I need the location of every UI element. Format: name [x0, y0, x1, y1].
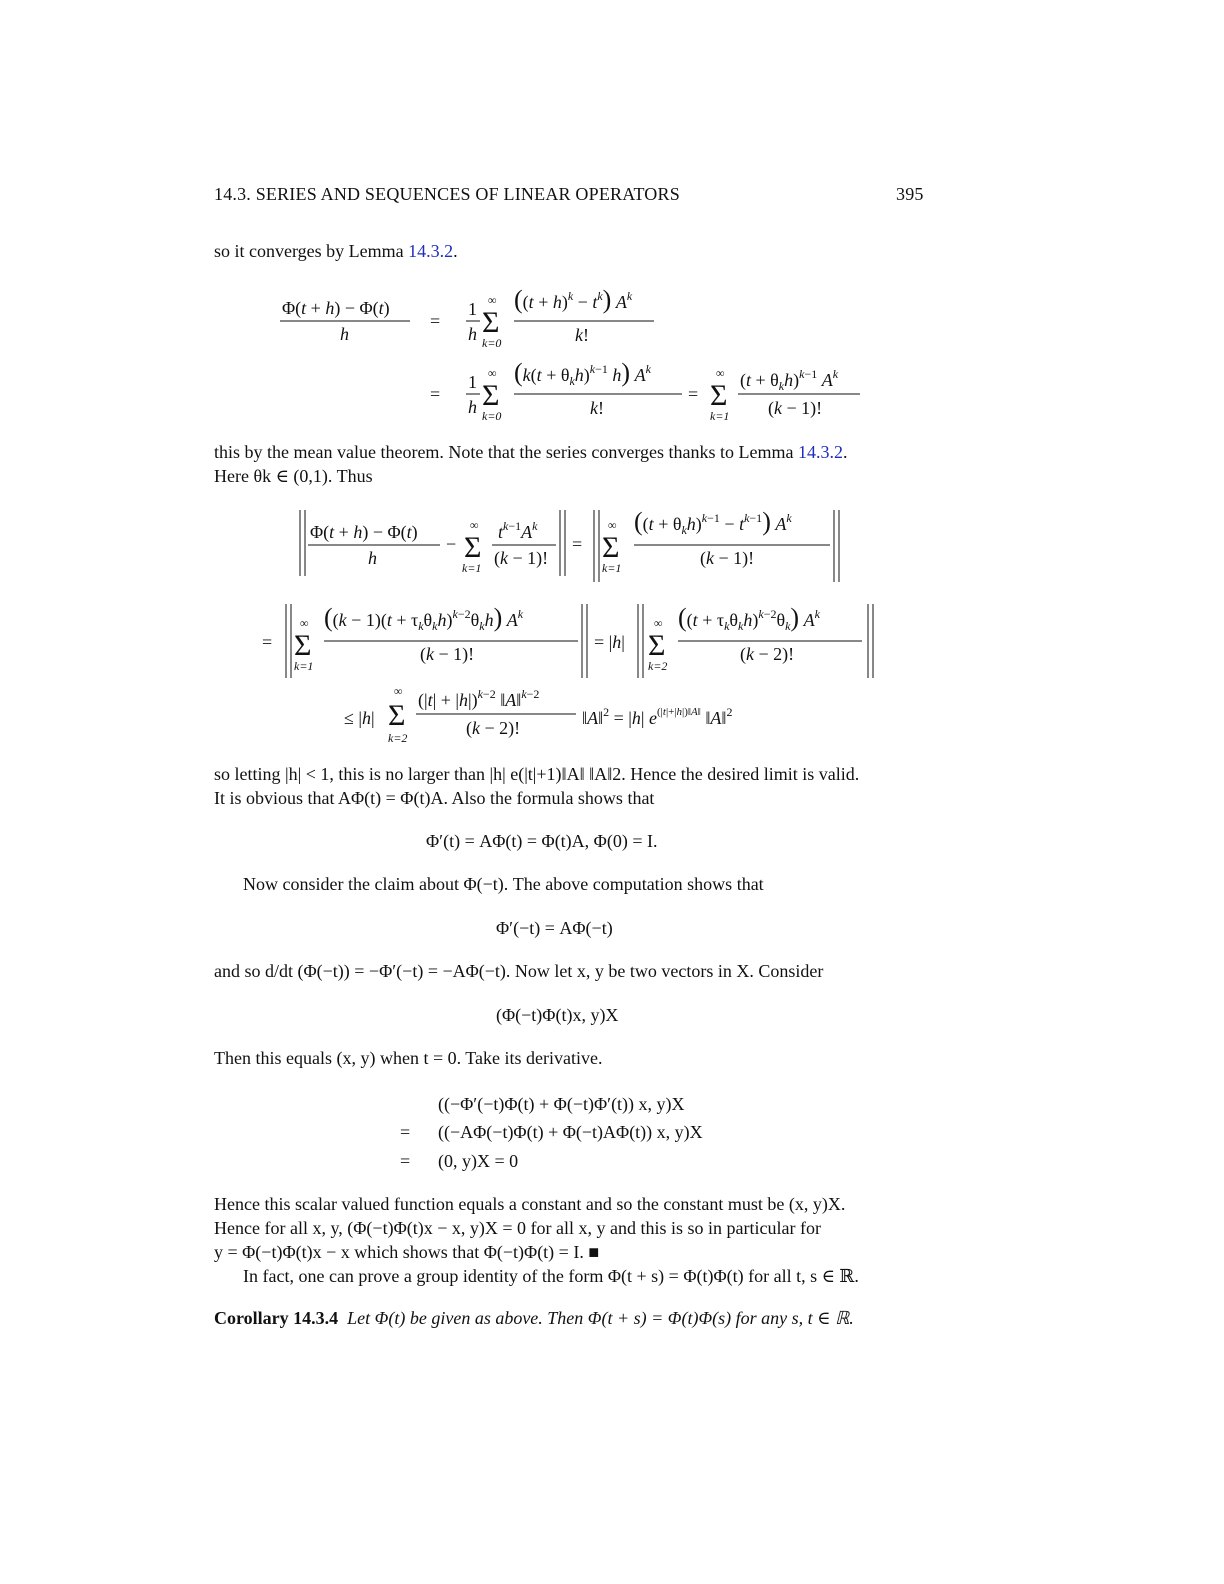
eq2-l1-rhs-denominator: (k − 1)! — [700, 548, 755, 568]
eq6-equals-2: = — [400, 1151, 411, 1171]
paragraph-8: In fact, one can prove a group identity of the form Φ(t + s) = Φ(t)Φ(t) for all t, s ∈ ℝ. — [243, 1266, 859, 1286]
eq2-sigma-4: Σ — [648, 629, 666, 662]
paragraph-2-line-2: Here θk ∈ (0,1). Thus — [214, 466, 373, 486]
eq6-equals-1: = — [400, 1122, 411, 1142]
eq2-minus: − — [446, 534, 457, 554]
eq2-l1-denominator: h — [368, 548, 377, 568]
paragraph-2-text: this by the mean value theorem. Note that the series converges thanks to Lemma — [214, 442, 798, 462]
eq2-l2-denominator: (k − 1)! — [420, 644, 475, 664]
paragraph-2-end: . — [843, 442, 848, 462]
eq2-sigma-1: Σ — [464, 531, 482, 564]
lemma-link-2[interactable]: 14.3.2 — [798, 442, 843, 462]
eq2-l3-rhs: ‖A‖$^2$ = |h| $e^{(|t|+|h|)‖A‖}$ ‖A‖$^2$ — [582, 705, 733, 728]
eq2-sum3-lower: k=1 — [294, 659, 314, 673]
eq1-one: 1 — [468, 299, 477, 319]
eq1-sum2-lower: k=0 — [482, 409, 502, 423]
running-header: 14.3. SERIES AND SEQUENCES OF LINEAR OPERATORS — [214, 184, 680, 204]
eq2-sum3-upper: ∞ — [300, 616, 309, 630]
eq2-l1-numerator: Φ(t + h) − Φ(t) — [310, 522, 418, 542]
paragraph-2 — [214, 440, 848, 464]
eq2-sum5-lower: k=2 — [388, 731, 408, 745]
eq2-l1-rhs-numerator: $((t + \theta_kh)^{k-1} - t^{k-1})$ $A^k$ — [634, 507, 792, 537]
eq1-sigma-3: Σ — [710, 379, 728, 412]
eq1-row2-rhs-numerator: $(t + \theta_kh)^{k-1}$ $A^k$ — [740, 367, 839, 393]
eq2-sigma-5: Σ — [388, 699, 406, 732]
corollary-statement: Let Φ(t) be given as above. Then Φ(t + s) = Φ(t)Φ(s) for any s, t ∈ ℝ. — [347, 1308, 854, 1328]
eq1-row2-rhs-denominator: (k − 1)! — [768, 398, 823, 418]
corollary — [214, 1306, 854, 1330]
eq2-l2-rhs-denominator: (k − 2)! — [740, 644, 795, 664]
eq1-row1-numerator: $((t + h)^k - t^k)$ $A^k$ — [514, 285, 633, 314]
equation-derivative-identity: Φ′(t) = AΦ(t) = Φ(t)A, Φ(0) = I. — [426, 831, 658, 851]
eq1-h-2: h — [468, 397, 477, 417]
paragraph-1-end: . — [453, 241, 458, 261]
eq1-row2-numerator: ($k(t + \theta_kh)^{k-1}$ h) $A^k$ — [514, 358, 651, 388]
eq1-sigma: Σ — [482, 306, 500, 339]
eq1-equals-1: = — [430, 311, 441, 331]
eq2-equals-2: = — [262, 632, 273, 652]
paragraph-5: and so d/dt (Φ(−t)) = −Φ′(−t) = −AΦ(−t). Now let x, y be two vectors in X. Consider — [214, 961, 824, 981]
eq1-h: h — [468, 324, 477, 344]
eq2-sum2-upper: ∞ — [608, 518, 617, 532]
eq1-sum-lower: k=0 — [482, 336, 502, 350]
equation-norm-estimate — [250, 500, 900, 756]
eq2-l3-denominator: (k − 2)! — [466, 718, 521, 738]
paragraph-3-line-2: It is obvious that AΦ(t) = Φ(t)A. Also the formula shows that — [214, 788, 655, 808]
eq2-l3-numerator: $(|t| + |h|)^{k-2}$ ‖A‖$^{k-2}$ — [418, 687, 540, 710]
paragraph-6: Then this equals (x, y) when t = 0. Take its derivative. — [214, 1048, 603, 1068]
eq1-row2-denominator: k! — [590, 398, 604, 418]
page-number: 395 — [896, 184, 924, 204]
eq2-l2-numerator: $((k - 1)(t + \tau_k\theta_kh)^{k-2}\theta_kh)$ $A^k$ — [324, 603, 524, 633]
paragraph-7-line-2: Hence for all x, y, (Φ(−t)Φ(t)x − x, y)X = 0 for all x, y and this is so in particular for — [214, 1218, 821, 1238]
eq2-equals-3: = |h| — [594, 632, 625, 652]
corollary-label: Corollary 14.3.4 — [214, 1308, 339, 1328]
eq1-lhs-denominator: h — [340, 324, 349, 344]
eq2-leq: ≤ |h| — [344, 708, 375, 728]
eq2-sum5-upper: ∞ — [394, 684, 403, 698]
eq2-sum2-lower: k=1 — [602, 561, 622, 575]
paragraph-4: Now consider the claim about Φ(−t). The above computation shows that — [243, 874, 764, 894]
eq1-equals-2: = — [430, 384, 441, 404]
eq1-sigma-2: Σ — [482, 379, 500, 412]
eq2-sum1-upper: ∞ — [470, 518, 479, 532]
equation-difference-quotient — [270, 278, 890, 428]
eq6-row-3: (0, y)X = 0 — [438, 1151, 519, 1171]
eq1-sum3-lower: k=1 — [710, 409, 730, 423]
eq1-equals-3: = — [688, 384, 699, 404]
paragraph-7-line-3: y = Φ(−t)Φ(t)x − x which shows that Φ(−t)Φ(t) = I. ■ — [214, 1242, 600, 1262]
eq1-sum2-upper: ∞ — [488, 366, 497, 380]
equation-negative-derivative: Φ′(−t) = AΦ(−t) — [496, 918, 613, 938]
paragraph-1-text: so it converges by Lemma — [214, 241, 409, 261]
eq2-sigma-2: Σ — [602, 531, 620, 564]
eq2-equals-1: = — [572, 534, 583, 554]
eq2-sum1-lower: k=1 — [462, 561, 482, 575]
equation-inner-product: (Φ(−t)Φ(t)x, y)X — [496, 1005, 619, 1025]
eq1-sum3-upper: ∞ — [716, 366, 725, 380]
eq2-sum4-lower: k=2 — [648, 659, 668, 673]
eq2-l1-sum-numerator: $t^{k-1}A^k$ — [498, 519, 538, 542]
paragraph-1 — [214, 239, 458, 263]
eq2-sum4-upper: ∞ — [654, 616, 663, 630]
eq1-one-2: 1 — [468, 372, 477, 392]
paragraph-7-line-1: Hence this scalar valued function equals a constant and so the constant must be (x, y)X. — [214, 1194, 846, 1214]
eq2-l2-rhs-numerator: $((t + \tau_k\theta_kh)^{k-2}\theta_k)$ $A^k$ — [678, 603, 820, 633]
eq1-sum-upper: ∞ — [488, 293, 497, 307]
eq2-sigma-3: Σ — [294, 629, 312, 662]
eq1-lhs-numerator: Φ(t + h) − Φ(t) — [282, 298, 390, 318]
eq6-row-1: ((−Φ′(−t)Φ(t) + Φ(−t)Φ′(t)) x, y)X — [438, 1094, 685, 1114]
eq2-l1-sum-denominator: (k − 1)! — [494, 548, 549, 568]
lemma-link[interactable]: 14.3.2 — [408, 241, 454, 261]
eq6-row-2: ((−AΦ(−t)Φ(t) + Φ(−t)AΦ(t)) x, y)X — [438, 1122, 703, 1142]
paragraph-3-line-1: so letting |h| < 1, this is no larger than |h| e(|t|+1)‖A‖ ‖A‖2. Hence the desired limit is valid. — [214, 764, 860, 784]
eq1-row1-denominator: k! — [575, 325, 589, 345]
